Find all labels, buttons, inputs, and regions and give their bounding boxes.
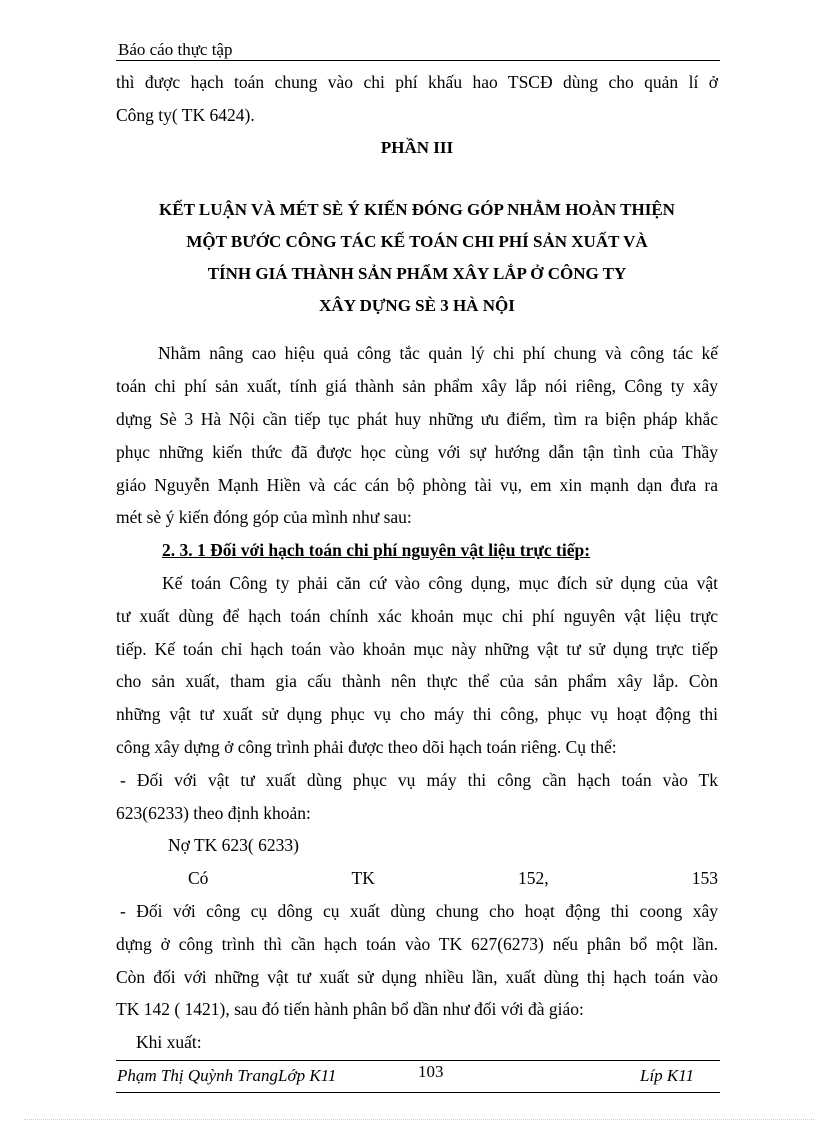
paragraph-2-line-1: Kế toán Công ty phải căn cứ vào công dụng, mục đích sử dụng của vật [162,572,718,593]
paragraph-1-line-6: mét sè ý kiến đóng góp của mình như sau: [116,507,412,528]
entry-credit-label: Có [188,868,209,889]
paragraph-2-line-6: công xây dựng ở công trình phải được theo dõi hạch toán riêng. Cụ thể: [116,736,617,757]
paragraph-1-line-5: giáo Nguyễn Mạnh Hiền và các cán bộ phòng tài vụ, em xin mạnh dạn đưa ra [116,474,718,495]
section-heading-line [116,534,718,567]
section-heading: 2. 3. 1 Đối với hạch toán chi phí nguyên vật liệu trực tiếp: [162,540,591,561]
paragraph-1-line-1: Nhằm nâng cao hiệu quả công tắc quản lý chi phí chung và công tác kế [158,343,718,364]
intro-line-2: Công ty( TK 6424). [116,104,255,125]
chapter-title-line-3: TÍNH GIÁ THÀNH SẢN PHẨM XÂY LẮP Ở CÔNG TY [207,264,627,284]
bullet-2-line-2: dựng ở công trình thì cần hạch toán vào TK 627(6273) nếu phân bổ một lần. [116,933,718,954]
header-divider [116,60,720,61]
footer-class: Líp K11 [640,1066,695,1085]
entry-credit-account-2: 153 [691,868,718,889]
entry-credit-tk: TK [351,868,375,889]
chapter-title-line-4: XÂY DỰNG SÈ 3 HÀ NỘI [319,296,515,316]
entry-credit [116,862,718,895]
bullet-1-line-2: 623(6233) theo định khoản: [116,802,311,823]
running-header: Báo cáo thực tập [118,40,233,59]
paragraph-1-line-3: dựng Sè 3 Hà Nội cần tiếp tục phát huy những ưu điểm, tìm ra biện pháp khắc [116,408,718,429]
spacer [116,164,718,194]
chapter-title-line-1: KẾT LUẬN VÀ MÉT SÈ Ý KIẾN ĐÓNG GÓP NHẰM HOÀN THIỆN [159,200,675,220]
footer-divider [116,1060,720,1061]
page-edge-dotted-line [24,1119,814,1120]
intro-line-1: thì được hạch toán chung vào chi phí khấu hao TSCĐ dùng cho quản lí ở [116,72,718,92]
bullet-2-line-4: TK 142 ( 1421), sau đó tiến hành phân bổ dần như đối với đà giáo: [116,999,584,1020]
bullet-2-line-1: - Đối với công cụ dông cụ xuất dùng chung cho hoạt động thi coong xây [120,900,718,921]
spacer [116,322,718,337]
bullet-2-line-3: Còn đối với những vật tư xuất sử dụng nhiều lần, xuất dùng thị hạch toán vào [116,966,718,987]
paragraph-2-line-2: tư xuất dùng để hạch toán chính xác khoản mục chi phí nguyên vật liệu trực [116,605,718,626]
khi-xuat-label: Khi xuất: [136,1032,202,1053]
footer-author: Phạm Thị Quỳnh TrangLớp K11 [117,1066,337,1085]
paragraph-1-line-2: toán chi phí sản xuất, tính giá thành sản phẩm xây lắp nói riêng, Công ty xây [116,376,718,397]
page-number: 103 [418,1062,444,1081]
paragraph-1-line-4: phục những kiến thức đã được học cùng với sự hướng dẫn tận tình của Thầy [116,441,718,462]
page-body [116,66,718,1059]
paragraph-2-line-3: tiếp. Kế toán chỉ hạch toán vào khoản mục này những vật tư sử dụng trực tiếp [116,638,718,659]
bullet-1-line-1: - Đối với vật tư xuất dùng phục vụ máy thi công cần hạch toán vào Tk [120,769,718,790]
entry-debit: Nợ TK 623( 6233) [168,835,299,856]
part-title: PHẦN III [380,137,454,157]
entry-credit-account-1: 152, [517,868,549,889]
paragraph-2-line-5: những vật tư xuất sử dụng phục vụ cho máy thi công, phục vụ hoạt động thi [116,704,718,725]
chapter-title-line-2: MỘT BƯỚC CÔNG TÁC KẾ TOÁN CHI PHÍ SẢN XUẤT VÀ [186,232,648,252]
paragraph-2-line-4: cho sản xuất, tham gia cấu thành nên thực thể của sản phẩm xây lắp. Còn [116,671,718,692]
footer-bottom-divider [116,1092,720,1093]
